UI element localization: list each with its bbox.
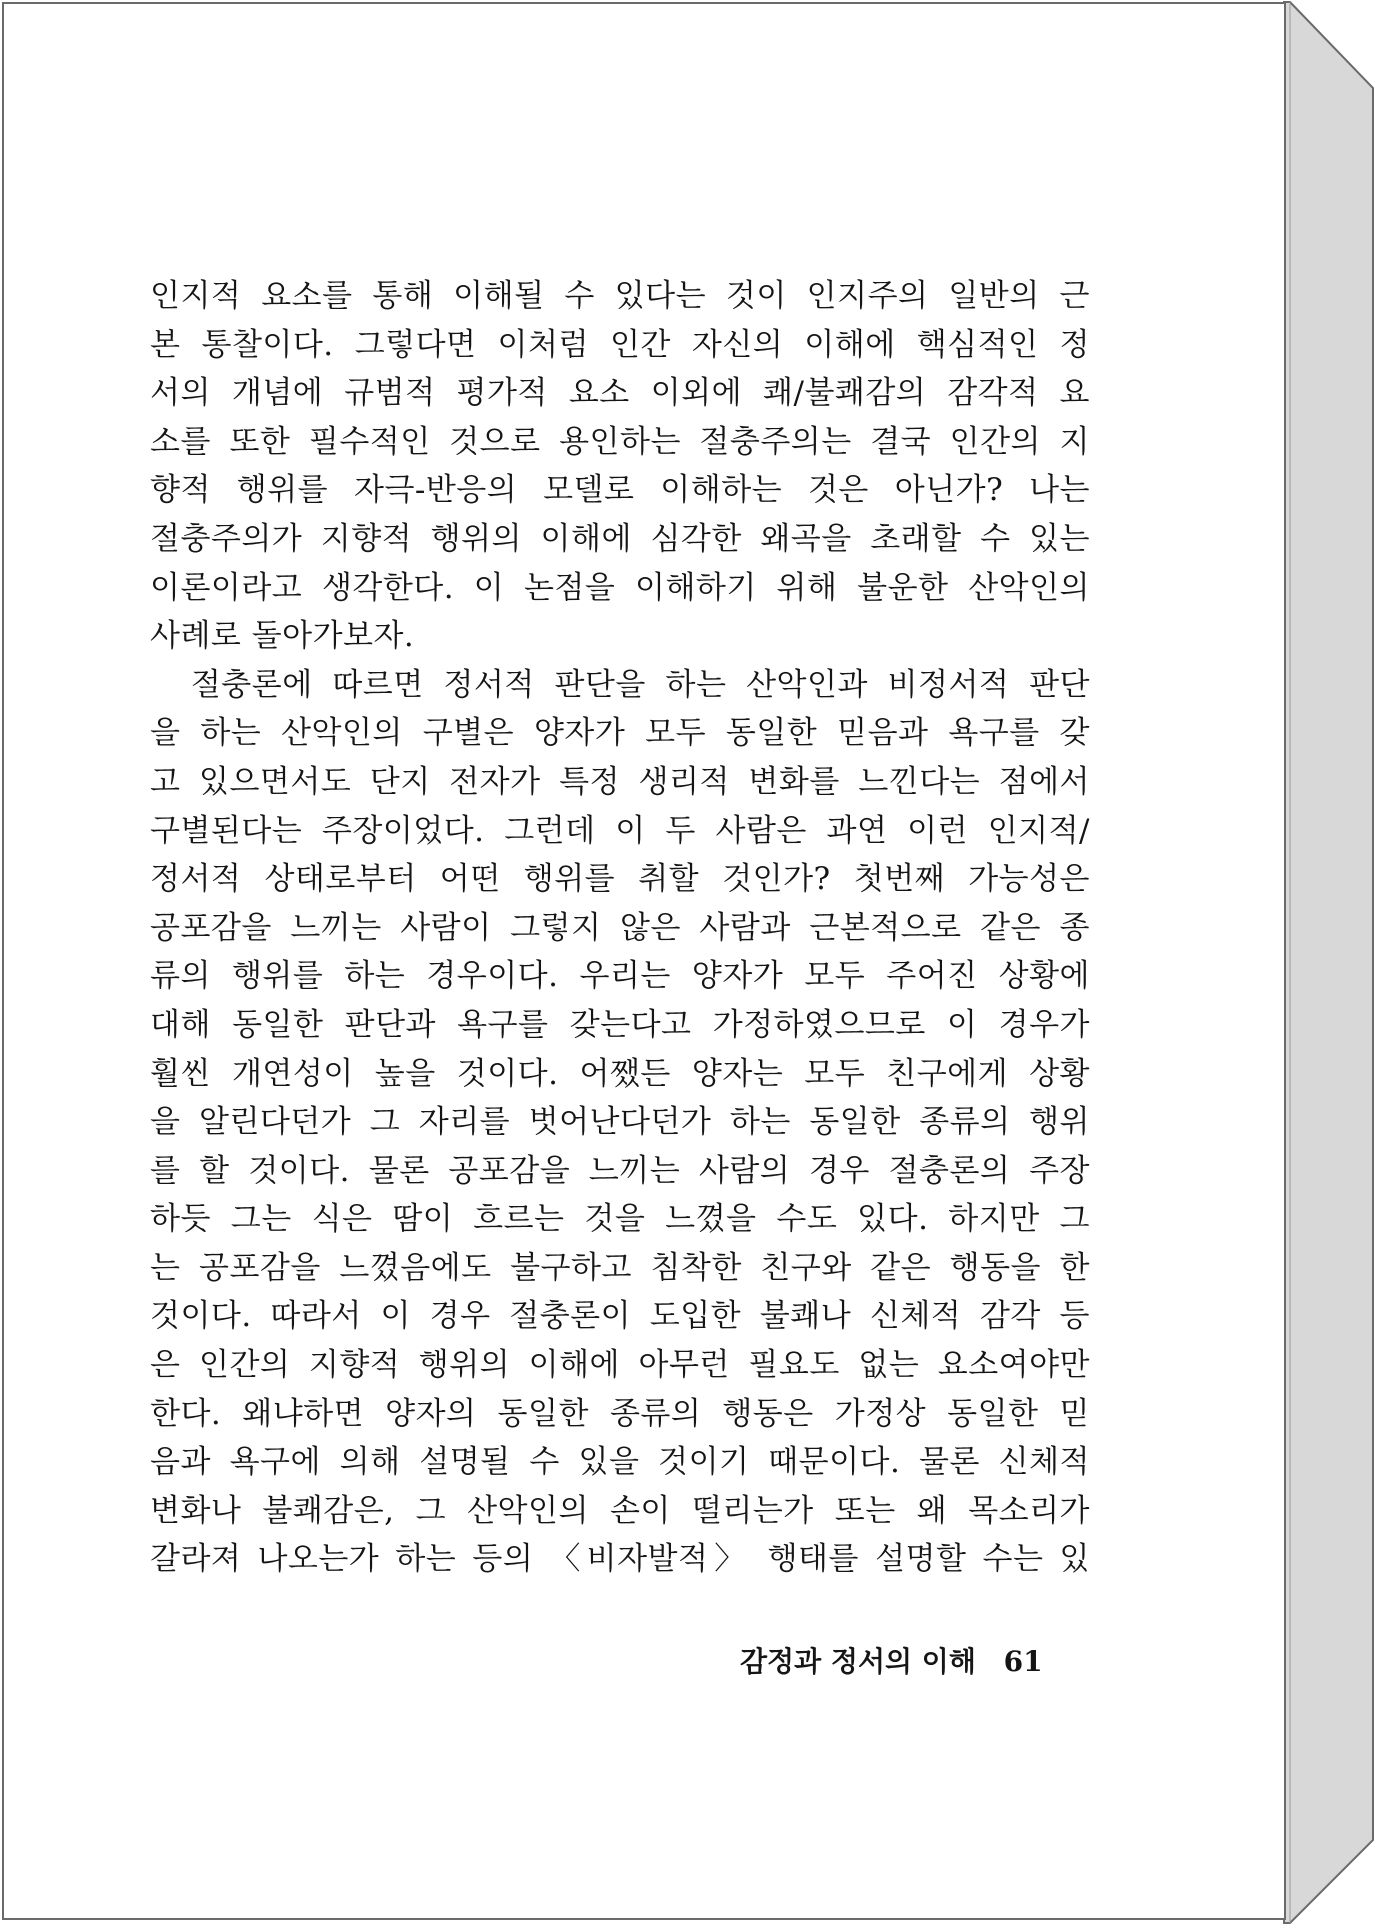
page-number: 61 — [1003, 1645, 1043, 1678]
text-line: 고 있으면서도 단지 전자가 특정 생리적 변화를 느낀다는 점에서 — [150, 763, 1090, 800]
running-head: 감정과 정서의 이해 — [740, 1645, 976, 1678]
text-line: 을 하는 산악인의 구별은 양자가 모두 동일한 믿음과 욕구를 갖 — [150, 715, 1090, 752]
text-line: 것이다. 따라서 이 경우 절충론이 도입한 불쾌나 신체적 감각 등 — [150, 1298, 1090, 1335]
text-line: 한다. 왜냐하면 양자의 동일한 종류의 행동은 가정상 동일한 믿 — [150, 1395, 1090, 1432]
text-line: 절충주의가 지향적 행위의 이해에 심각한 왜곡을 초래할 수 있는 — [150, 520, 1090, 557]
text-line: 갈라져 나오는가 하는 등의 〈비자발적〉 행태를 설명할 수는 있 — [150, 1541, 1090, 1578]
text-line: 향적 행위를 자극-반응의 모델로 이해하는 것은 아닌가? 나는 — [150, 472, 1090, 509]
text-line: 변화나 불쾌감은, 그 산악인의 손이 떨리는가 또는 왜 목소리가 — [150, 1492, 1090, 1529]
text-line: 소를 또한 필수적인 것으로 용인하는 절충주의는 결국 인간의 지 — [150, 423, 1090, 460]
text-line: 음과 욕구에 의해 설명될 수 있을 것이기 때문이다. 물론 신체적 — [150, 1444, 1090, 1481]
text-line: 대해 동일한 판단과 욕구를 갖는다고 가정하였으므로 이 경우가 — [150, 1006, 1090, 1043]
body-text — [150, 272, 1090, 1584]
text-line: 를 할 것이다. 물론 공포감을 느끼는 사람의 경우 절충론의 주장 — [150, 1152, 1090, 1189]
text-line: 을 알린다던가 그 자리를 벗어난다던가 하는 동일한 종류의 행위 — [150, 1104, 1090, 1141]
text-line: 훨씬 개연성이 높을 것이다. 어쨌든 양자는 모두 친구에게 상황 — [150, 1055, 1090, 1092]
text-line: 류의 행위를 하는 경우이다. 우리는 양자가 모두 주어진 상황에 — [150, 958, 1090, 995]
page-footer — [740, 1640, 1100, 1690]
text-line: 구별된다는 주장이었다. 그런데 이 두 사람은 과연 이런 인지적/ — [150, 812, 1090, 849]
text-line: 는 공포감을 느꼈음에도 불구하고 침착한 친구와 같은 행동을 한 — [150, 1249, 1090, 1286]
text-line: 절충론에 따르면 정서적 판단을 하는 산악인과 비정서적 판단 — [150, 666, 1090, 703]
text-line: 하듯 그는 식은 땀이 흐르는 것을 느꼈을 수도 있다. 하지만 그 — [150, 1201, 1090, 1238]
text-line: 공포감을 느끼는 사람이 그렇지 않은 사람과 근본적으로 같은 종 — [150, 909, 1090, 946]
text-line: 본 통찰이다. 그렇다면 이처럼 인간 자신의 이해에 핵심적인 정 — [150, 326, 1090, 363]
text-line: 인지적 요소를 통해 이해될 수 있다는 것이 인지주의 일반의 근 — [150, 278, 1090, 314]
text-line: 정서적 상태로부터 어떤 행위를 취할 것인가? 첫번째 가능성은 — [150, 861, 1090, 898]
text-line: 이론이라고 생각한다. 이 논점을 이해하기 위해 불운한 산악인의 — [150, 569, 1090, 606]
text-line: 사례로 돌아가보자. — [150, 618, 415, 655]
text-line: 은 인간의 지향적 행위의 이해에 아무런 필요도 없는 요소여야만 — [150, 1347, 1090, 1384]
text-line: 서의 개념에 규범적 평가적 요소 이외에 쾌/불쾌감의 감각적 요 — [150, 375, 1090, 412]
